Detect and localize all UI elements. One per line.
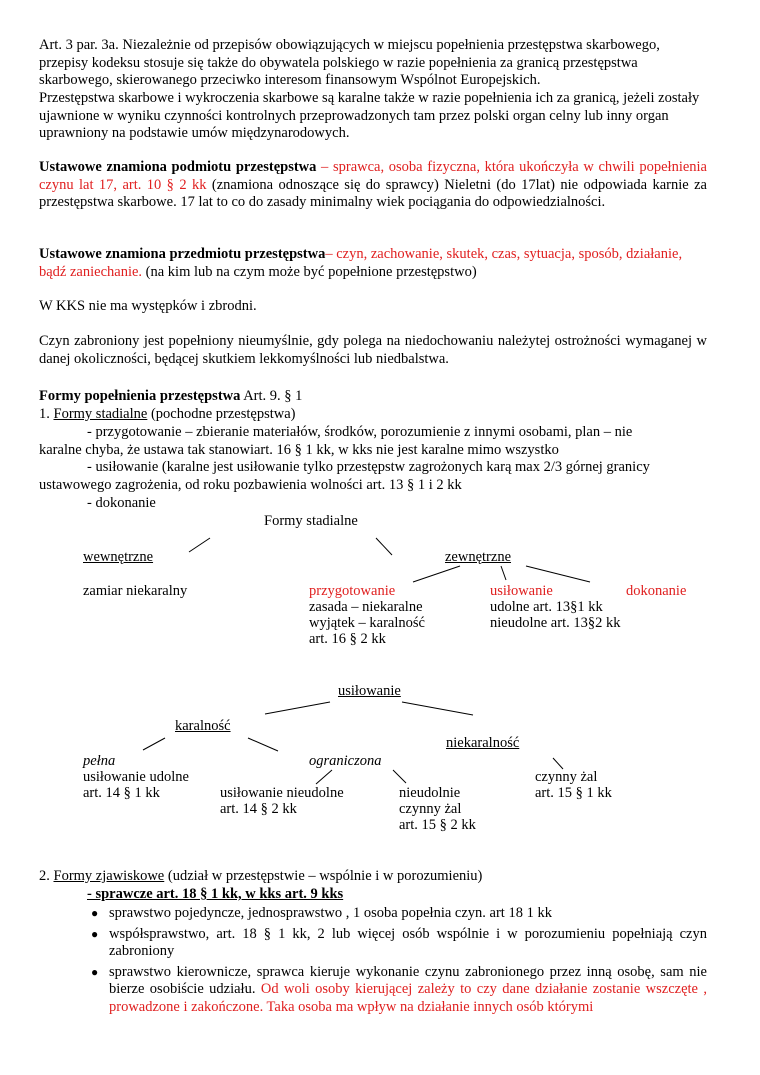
formy-item-1-number: 1. [39, 406, 54, 422]
formy-line-1: - przygotowanie – zbieranie materiałów, środków, porozumienie z innymi osobami, plan – nie [87, 424, 633, 440]
diagram1-root: Formy stadialne [264, 513, 358, 529]
podmiot-dash: – [316, 159, 333, 175]
diagram1-przyg-line-3: art. 16 § 2 kk [309, 631, 386, 647]
connector-ogr-nieudolnie [393, 770, 406, 783]
diagram1-usilowanie: usiłowanie [490, 583, 553, 599]
diagram1-dokonanie: dokonanie [626, 583, 687, 599]
podmiot-rest-text: (znamiona odnoszące się do sprawcy) Nieletni (do 17lat) nie odpowiada karnie za przestępstwa skarbowe. 17 lat to co do zasady minimalny wiek pociągania do odpowiedzialności. [39, 176, 707, 210]
connector-zew-dokonanie [526, 566, 590, 582]
connector-zew-usilowanie [501, 566, 506, 580]
diagram2-niekaralnosc: niekaralność [446, 735, 520, 751]
bullet-text-3: sprawstwo kierownicze, sprawca kieruje wykonanie czynu zabronionego przez inną osobę, sam nie bierze osobiście udziału. [109, 963, 707, 997]
connector-usil-karalnosc [265, 702, 330, 714]
przedmiot-rest-text: (na kim lub na czym może być popełnione przestępstwo) [142, 263, 477, 280]
art3-paragraph-2: Przestępstwa skarbowe i wykroczenia skarbowe są karalne także w razie popełnienia ich za granicą, jeżeli zostały ujawnione w wyniku czynności kontrolnych przeprowadzonych tam przez polski organ celny lub inny organ uprawniony na podstawie umów międzynarodowych. [39, 90, 700, 141]
kks-note: W KKS nie ma występków i zbrodni. [39, 298, 257, 314]
diagram1-zamiar: zamiar niekaralny [83, 583, 188, 599]
formy-item-1-title: Formy stadialne [53, 406, 148, 422]
diagram2-nie-line-1: nieudolnie [399, 785, 461, 801]
list-item [87, 905, 707, 923]
bullet-icon: ● [91, 926, 99, 941]
zjawiskowe-rest: (udział w przestępstwie – wspólnie i w porozumieniu) [164, 868, 483, 884]
formy-item-1-rest: (pochodne przestępstwa) [147, 406, 296, 422]
formy-heading: Formy popełnienia przestępstwa [39, 388, 241, 404]
art3-paragraph-1: Art. 3 par. 3a. Niezależnie od przepisów obowiązujących w miejscu popełnienia przestępstwa skarbowego, przepisy kodeksu stosuje się także do obywatela polskiego w razie popełnienia za granicą przestępstwa skarbowego, skierowanego przeciwko interesom finansowym Wspólnot Europejskich. [39, 37, 660, 88]
list-item [87, 926, 707, 961]
zjawiskowe-bullet-list [87, 905, 707, 1019]
diagram1-przygotowanie: przygotowanie [309, 583, 396, 599]
diagram2-czynny-line-2: art. 15 § 1 kk [535, 785, 612, 801]
zjawiskowe-title: Formy zjawiskowe [53, 868, 165, 884]
bullet-icon: ● [91, 964, 99, 979]
nieumyslne-paragraph: Czyn zabroniony jest popełniony nieumyślnie, gdy polega na niedochowaniu należytej ostrożności wymaganej w danej okoliczności, będącej skutkiem lekkomyślności lub niedbalstwa. [39, 333, 707, 367]
connector-ogr-nieudolne [316, 770, 332, 784]
diagram2-root: usiłowanie [338, 683, 401, 699]
diagram1-usil-line-1: udolne art. 13§1 kk [490, 599, 603, 615]
connector-root-zewnetrzne [376, 538, 392, 555]
formy-line-3: - usiłowanie (karalne jest usiłowanie tylko przestępstw zagrożonych karą max 2/3 górnej granicy [87, 459, 650, 475]
diagram2-nie-line-3: art. 15 § 2 kk [399, 817, 476, 833]
zjawiskowe-number: 2. [39, 868, 54, 884]
diagram2-nie-line-2: czynny żal [399, 801, 462, 817]
connector-root-wewnetrzne [189, 538, 210, 552]
diagram1-usil-line-2: nieudolne art. 13§2 kk [490, 615, 621, 631]
formy-ref: Art. 9. § 1 [240, 388, 303, 404]
podmiot-heading: Ustawowe znamiona podmiotu przestępstwa [39, 159, 317, 175]
diagram1-przyg-line-2: wyjątek – karalność [309, 615, 425, 631]
przedmiot-heading: Ustawowe znamiona przedmiotu przestępstwa [39, 246, 326, 262]
connector-karal-pelna [143, 738, 165, 750]
diagram2-ogr-line-1: usiłowanie nieudolne [220, 785, 344, 801]
diagram1-przyg-line-1: zasada – niekaralne [309, 599, 423, 615]
przedmiot-dash: – [325, 246, 337, 262]
diagram2-czynny-line-1: czynny żal [535, 769, 598, 785]
list-item [87, 964, 707, 1017]
diagram1-wewnetrzne: wewnętrzne [83, 549, 154, 565]
diagram2-karalnosc: karalność [175, 718, 231, 734]
connector-karal-ograniczona [248, 738, 278, 751]
diagram2-pelna-line-2: art. 14 § 1 kk [83, 785, 160, 801]
podmiot-red-text: sprawca, osoba fizyczna, która ukończyła w chwili popełnienia czynu lat 17, art. 10 § 2 kk [39, 159, 707, 193]
zjawiskowe-heading [39, 867, 482, 885]
diagram2-pelna: pełna [83, 753, 116, 769]
bullet-icon: ● [91, 906, 99, 920]
przedmiot-red-text: czyn, zachowanie, skutek, czas, sytuacja, sposób, działanie, bądź zaniechanie. [39, 246, 683, 280]
bullet-text-1: sprawstwo pojedyncze, jednosprawstwo , 1 osoba popełnia czyn. art 18 1 kk [109, 905, 552, 921]
diagram2-ograniczona: ograniczona [309, 753, 382, 769]
zjawiskowe-sub: - sprawcze art. 18 § 1 kk, w kks art. 9 kks [87, 886, 344, 902]
connector-zew-przygotowanie [413, 566, 460, 582]
bullet-text-3-red: Od woli osoby kierującej zależy to czy dane działanie zostanie wszczęte , prowadzone i zakończone. Taka osoba ma wpływ na działanie innych osób którymi [109, 981, 707, 1015]
formy-line-2: karalne chyba, że ustawa tak stanowiart. 16 § 1 kk, w kks nie jest karalne mimo wszystko [39, 442, 559, 458]
bullet-text-2: współsprawstwo, art. 18 § 1 kk, 2 lub więcej osób wspólnie i w porozumieniu popełniają czyn zabroniony [109, 925, 707, 959]
diagram2-pelna-line-1: usiłowanie udolne [83, 769, 189, 785]
diagram1-zewnetrzne: zewnętrzne [445, 549, 512, 565]
formy-line-4: ustawowego zagrożenia, od roku pozbawienia wolności art. 13 § 1 i 2 kk [39, 477, 462, 493]
diagram2-ogr-line-2: art. 14 § 2 kk [220, 801, 297, 817]
connector-usil-niekaralnosc [402, 702, 473, 715]
formy-line-5: - dokonanie [87, 495, 156, 511]
